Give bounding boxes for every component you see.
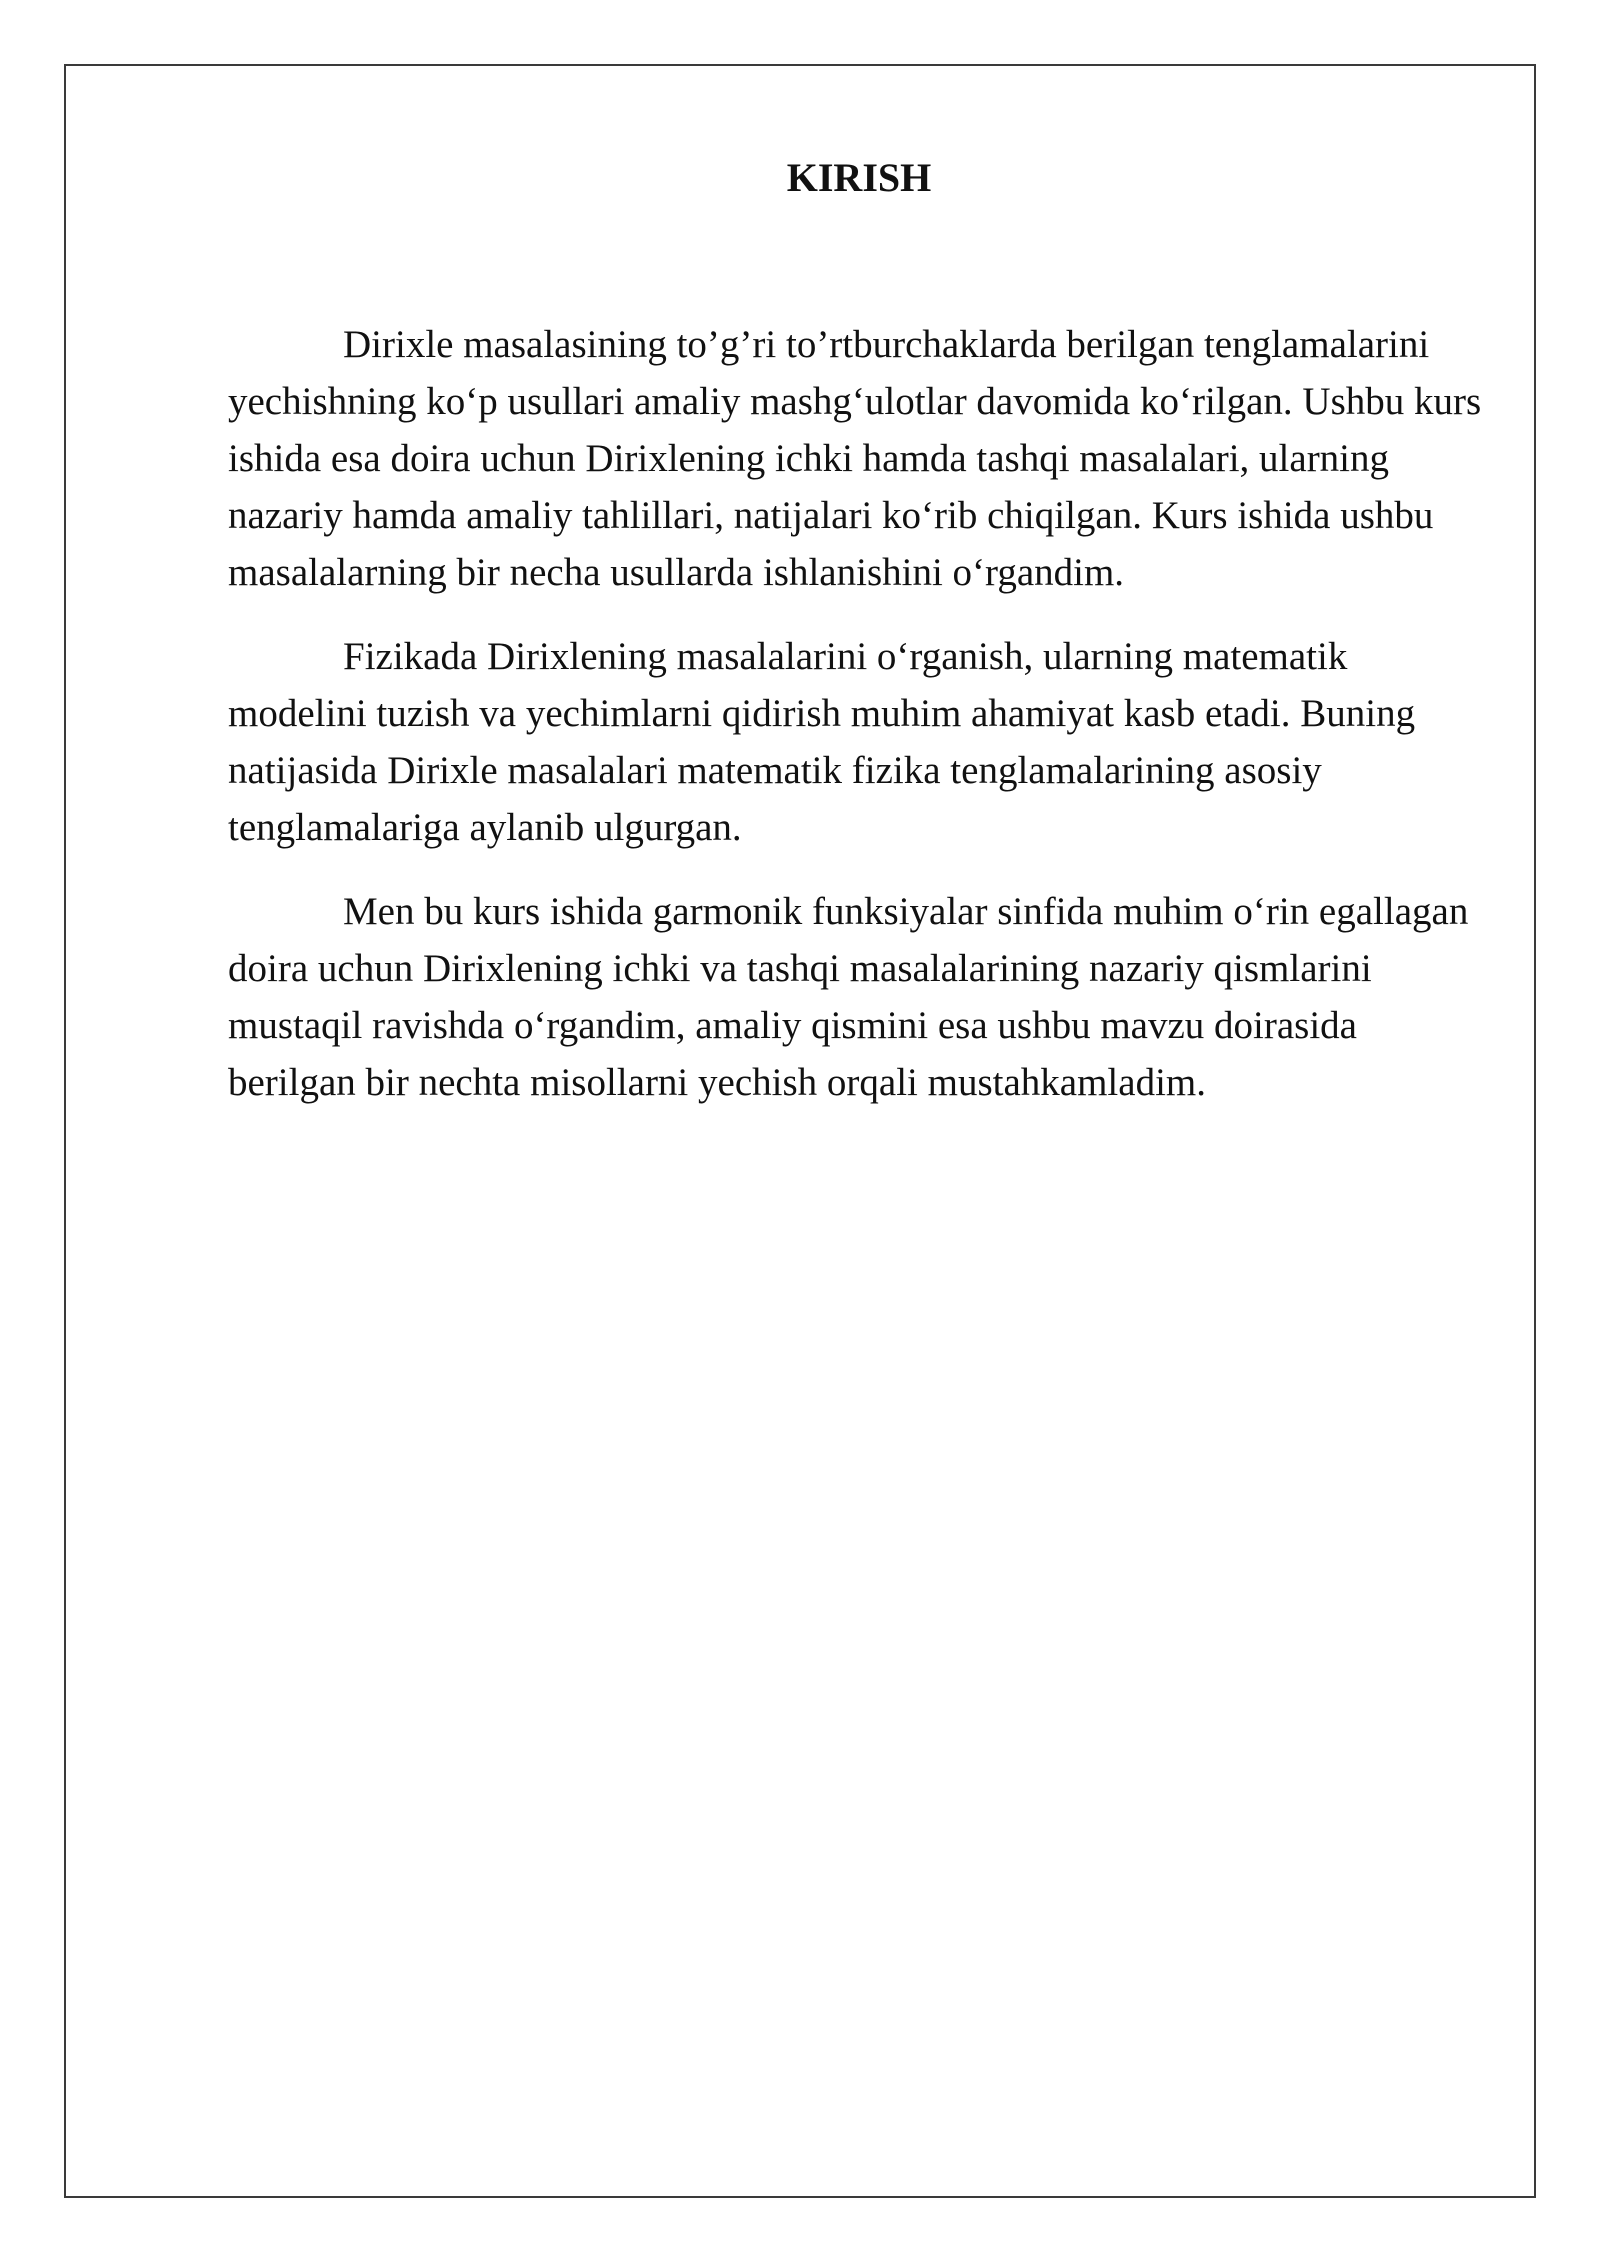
page-title: KIRISH [786,155,932,200]
document-body [228,150,1490,1138]
paragraph-3: Men bu kurs ishida garmonik funksiyalar sinfida muhim o‘rin egallagan doira uchun Dirixlening ichki va tashqi masalalarining nazariy qismlarini mustaqil ravishda o‘rgandim, amaliy qismini esa ushbu mavzu doirasida berilgan bir nechta misollarni yechish orqali mustahkamladim. [228,890,1469,1104]
paragraph-1: Dirixle masalasining to’g’ri to’rtburchaklarda berilgan tenglamalarini yechishning ko‘p usullari amaliy mashg‘ulotlar davomida ko‘rilgan. Ushbu kurs ishida esa doira uchun Dirixlening ichki hamda tashqi masalalari, ularning nazariy hamda amaliy tahlillari, natijalari ko‘rib chiqilgan. Kurs ishida ushbu masalalarning bir necha usullarda ishlanishini o‘rgandim. [228,323,1482,594]
paragraph-2: Fizikada Dirixlening masalalarini o‘rganish, ularning matematik modelini tuzish va yechimlarni qidirish muhim ahamiyat kasb etadi. Buning natijasida Dirixle masalalari matematik fizika tenglamalarining asosiy tenglamalariga aylanib ulgurgan. [228,635,1416,849]
paragraphs [228,316,1490,1111]
